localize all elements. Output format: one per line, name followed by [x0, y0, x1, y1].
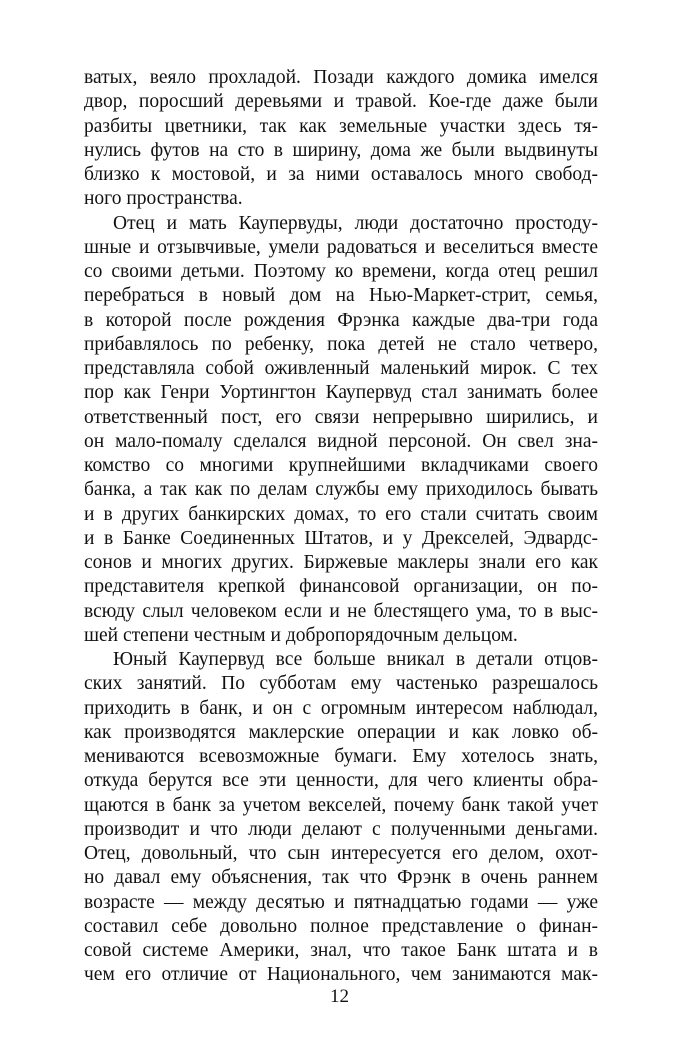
- text-line: составил себе довольно полное представление о финан-: [84, 915, 598, 937]
- text-line: щаются в банк за учетом векселей, почему банк такой учет: [84, 794, 598, 816]
- text-line: но давал ему объяснения, так что Фрэнк в очень раннем: [84, 867, 598, 889]
- text-line: шей степени честным и добропорядочным дельцом.: [84, 624, 518, 646]
- paragraph: [84, 212, 598, 649]
- text-line: пор как Генри Уортингтон Каупервуд стал занимать более: [84, 382, 598, 404]
- text-line: банка, а так как по делам службы ему приходилось бывать: [84, 479, 598, 501]
- text-line: он мало-помалу сделался видной персоной. Он свел зна-: [84, 430, 598, 452]
- text-line: шные и отзывчивые, умели радоваться и веселиться вместе: [84, 236, 598, 258]
- text-line: всюду слыл человеком если и не блестящего ума, то в выс-: [84, 600, 598, 622]
- paragraph: [84, 66, 598, 212]
- text-line: разбиты цветники, так как земельные участки здесь тя-: [84, 115, 598, 137]
- text-line: близко к мостовой, и за ними оставалось много свобод-: [84, 164, 598, 185]
- text-line: представителя крепкой финансовой организации, он по-: [84, 576, 598, 598]
- page-body: [84, 66, 598, 988]
- text-line: сонов и многих других. Биржевые маклеры знали его как: [84, 552, 598, 573]
- text-line: представляла собой оживленный маленький мирок. С тех: [84, 358, 598, 379]
- text-line: Отец, довольный, что сын интересуется его делом, охот-: [84, 843, 598, 864]
- text-line: приходить в банк, и он с огромным интересом наблюдал,: [84, 697, 598, 719]
- text-line: откуда берутся все эти ценности, для чего клиенты обра-: [84, 770, 598, 792]
- text-line: Юный Каупервуд все больше вникал в детали отцов-: [113, 649, 598, 670]
- text-line: Отец и мать Каупервуды, люди достаточно простоду-: [113, 212, 598, 234]
- text-line: совой системе Америки, знал, что такое Банк штата и в: [84, 940, 598, 961]
- text-line: комство со многими крупнейшими вкладчиками своего: [84, 455, 598, 476]
- text-line: ответственный пост, его связи непрерывно ширились, и: [84, 406, 598, 428]
- text-line: чем его отличие от Национального, чем занимаются мак-: [84, 964, 598, 986]
- text-line: двор, поросший деревьями и травой. Кое-где даже были: [84, 91, 598, 113]
- text-line: со своими детьми. Поэтому ко времени, когда отец решил: [84, 261, 598, 282]
- text-line: ватых, веяло прохладой. Позади каждого домика имелся: [84, 67, 598, 88]
- text-line: ного пространства.: [84, 188, 243, 210]
- text-line: возрасте — между десятью и пятнадцатью годами — уже: [84, 891, 598, 913]
- text-line: ских занятий. По субботам ему частенько разрешалось: [84, 673, 598, 695]
- text-line: и в других банкирских домах, то его стали считать своим: [84, 503, 598, 525]
- text-line: прибавлялось по ребенку, пока детей не стало четверо,: [84, 333, 598, 355]
- paragraph: [84, 648, 598, 988]
- text-line: и в Банке Соединенных Штатов, и у Дрекселей, Эдвардс-: [84, 527, 598, 549]
- text-line: нулись футов на сто в ширину, дома же были выдвинуты: [84, 139, 598, 161]
- page-number: 12: [330, 986, 349, 1007]
- text-line: перебраться в новый дом на Нью-Маркет-стрит, семья,: [84, 285, 598, 307]
- text-line: мениваются всевозможные бумаги. Ему хотелось знать,: [84, 746, 598, 767]
- text-line: в которой после рождения Фрэнка каждые два-три года: [84, 309, 598, 331]
- text-line: производит и что люди делают с полученными деньгами.: [84, 818, 598, 840]
- text-line: как производятся маклерские операции и как ловко об-: [84, 721, 598, 743]
